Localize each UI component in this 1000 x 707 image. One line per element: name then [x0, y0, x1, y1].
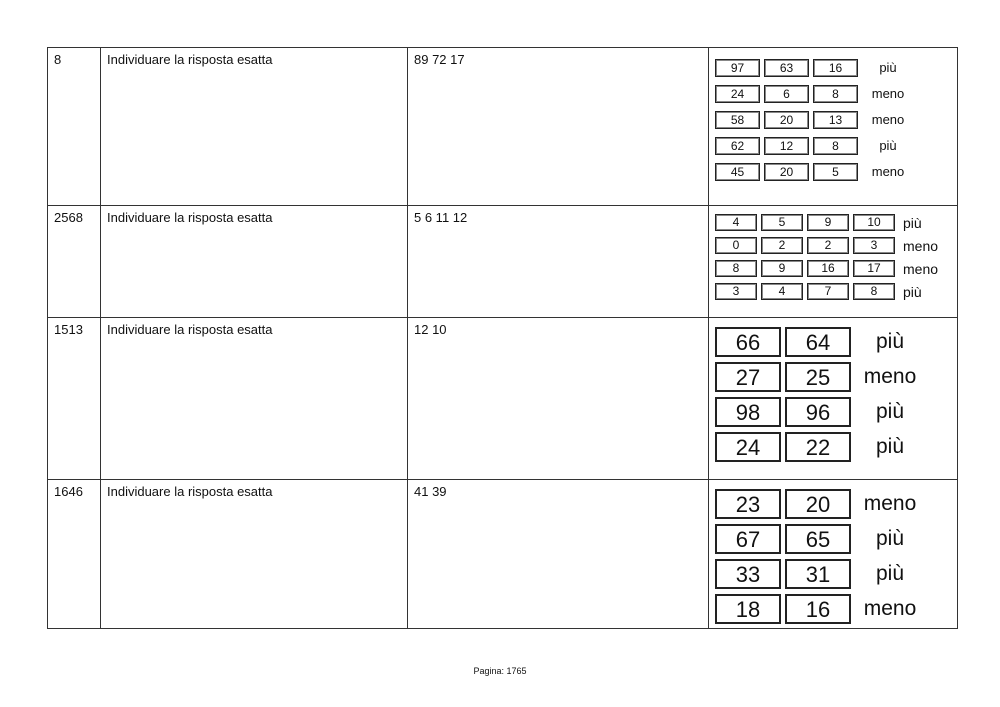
options-list	[715, 484, 951, 624]
number-box: 5	[761, 214, 803, 231]
number-box: 33	[715, 559, 781, 589]
number-box: 6	[764, 85, 809, 103]
number-box: 23	[715, 489, 781, 519]
number-box: 96	[785, 397, 851, 427]
question-id: 1513	[48, 318, 101, 480]
table-row	[48, 48, 958, 206]
number-box: 16	[807, 260, 849, 277]
option-row	[715, 258, 951, 279]
number-box: 64	[785, 327, 851, 357]
option-row	[715, 57, 951, 78]
question-text: Individuare la risposta esatta	[101, 318, 408, 480]
number-box: 63	[764, 59, 809, 77]
option-word: meno	[863, 365, 917, 388]
number-box: 4	[715, 214, 757, 231]
number-box: 3	[715, 283, 757, 300]
option-row	[715, 212, 951, 233]
question-id: 2568	[48, 206, 101, 318]
number-box: 7	[807, 283, 849, 300]
question-text: Individuare la risposta esatta	[101, 206, 408, 318]
number-box: 22	[785, 432, 851, 462]
number-box: 0	[715, 237, 757, 254]
option-word: più	[875, 330, 905, 353]
number-box: 17	[853, 260, 895, 277]
question-id: 1646	[48, 480, 101, 629]
number-box: 2	[807, 237, 849, 254]
option-row	[715, 397, 951, 427]
option-row	[715, 524, 951, 554]
number-box: 24	[715, 85, 760, 103]
options-list	[715, 210, 951, 302]
answer-options	[709, 318, 958, 480]
option-row	[715, 362, 951, 392]
option-row	[715, 594, 951, 624]
option-word: più	[903, 214, 922, 231]
number-box: 97	[715, 59, 760, 77]
question-sequence: 5 6 11 12	[408, 206, 709, 318]
question-id: 8	[48, 48, 101, 206]
option-word: meno	[903, 237, 939, 254]
option-word: meno	[871, 163, 905, 179]
option-word: meno	[863, 492, 917, 515]
number-box: 8	[715, 260, 757, 277]
option-row	[715, 135, 951, 156]
number-box: 31	[785, 559, 851, 589]
number-box: 8	[813, 137, 858, 155]
number-box: 24	[715, 432, 781, 462]
questions-table	[47, 47, 958, 629]
number-box: 16	[785, 594, 851, 624]
option-row	[715, 235, 951, 256]
option-word: meno	[863, 597, 917, 620]
table-row	[48, 206, 958, 318]
number-box: 62	[715, 137, 760, 155]
options-list	[715, 322, 951, 462]
option-word: più	[875, 562, 905, 585]
number-box: 10	[853, 214, 895, 231]
option-word: meno	[871, 111, 905, 127]
number-box: 67	[715, 524, 781, 554]
number-box: 12	[764, 137, 809, 155]
number-box: 4	[761, 283, 803, 300]
number-box: 20	[764, 111, 809, 129]
options-list	[715, 52, 951, 182]
number-box: 45	[715, 163, 760, 181]
number-box: 58	[715, 111, 760, 129]
number-box: 16	[813, 59, 858, 77]
option-row	[715, 327, 951, 357]
page-footer: Pagina: 1765	[473, 666, 527, 676]
question-sequence: 41 39	[408, 480, 709, 629]
number-box: 25	[785, 362, 851, 392]
number-box: 65	[785, 524, 851, 554]
option-word: più	[875, 527, 905, 550]
answer-options	[709, 480, 958, 629]
number-box: 18	[715, 594, 781, 624]
question-sequence: 12 10	[408, 318, 709, 480]
number-box: 20	[785, 489, 851, 519]
table-row	[48, 318, 958, 480]
answer-options	[709, 206, 958, 318]
question-text: Individuare la risposta esatta	[101, 48, 408, 206]
number-box: 3	[853, 237, 895, 254]
option-word: meno	[903, 260, 939, 277]
number-box: 20	[764, 163, 809, 181]
option-row	[715, 161, 951, 182]
number-box: 9	[761, 260, 803, 277]
option-row	[715, 489, 951, 519]
number-box: 5	[813, 163, 858, 181]
option-word: meno	[871, 85, 905, 101]
number-box: 9	[807, 214, 849, 231]
option-word: più	[879, 137, 897, 153]
option-row	[715, 432, 951, 462]
number-box: 13	[813, 111, 858, 129]
option-row	[715, 83, 951, 104]
option-row	[715, 281, 951, 302]
option-word: più	[903, 283, 922, 300]
question-text: Individuare la risposta esatta	[101, 480, 408, 629]
answer-options	[709, 48, 958, 206]
option-row	[715, 109, 951, 130]
number-box: 27	[715, 362, 781, 392]
option-word: più	[875, 435, 905, 458]
number-box: 8	[853, 283, 895, 300]
option-word: più	[875, 400, 905, 423]
question-sequence: 89 72 17	[408, 48, 709, 206]
option-word: più	[879, 59, 897, 75]
number-box: 66	[715, 327, 781, 357]
number-box: 8	[813, 85, 858, 103]
option-row	[715, 559, 951, 589]
number-box: 98	[715, 397, 781, 427]
number-box: 2	[761, 237, 803, 254]
table-row	[48, 480, 958, 629]
